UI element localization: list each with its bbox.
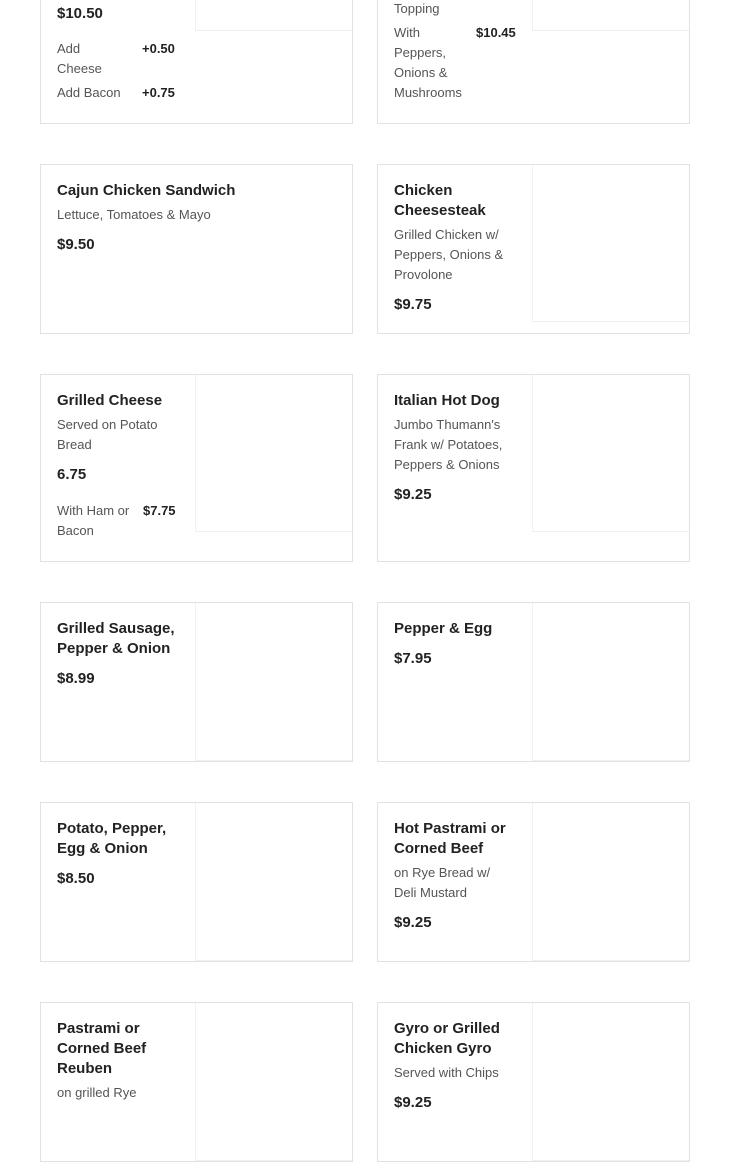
item-image — [195, 1003, 352, 1161]
item-info — [57, 391, 179, 485]
menu-item-card[interactable] — [40, 602, 353, 762]
item-name: Gyro or Grilled Chicken Gyro — [394, 1020, 500, 1057]
item-name: Chicken Cheesesteak — [394, 182, 486, 219]
item-info — [57, 181, 317, 255]
item-name: Hot Pastrami or Corned Beef — [394, 820, 506, 857]
item-image — [532, 375, 689, 532]
item-price: $8.99 — [57, 670, 95, 687]
addon-price: +0.75 — [142, 85, 175, 100]
addon-label: With Ham or Bacon — [57, 503, 130, 538]
item-info — [57, 819, 179, 889]
menu-item-card[interactable] — [40, 1002, 353, 1162]
item-image — [195, 0, 352, 31]
menu-item-card[interactable] — [377, 1002, 690, 1162]
menu-item-card[interactable] — [40, 802, 353, 962]
menu-item-card[interactable] — [40, 0, 353, 124]
menu-item-card[interactable] — [40, 374, 353, 562]
item-name: Italian Hot Dog — [394, 392, 500, 409]
menu-item-card[interactable] — [377, 802, 690, 962]
addon-price: +0.50 — [142, 41, 175, 56]
item-description: Lettuce, Tomatoes & Mayo — [57, 207, 211, 222]
item-price: 6.75 — [57, 466, 87, 483]
item-info — [394, 181, 516, 315]
item-price: $7.95 — [394, 650, 432, 667]
item-info — [394, 1019, 516, 1113]
item-name: Pepper & Egg — [394, 620, 493, 637]
variant-label: With Peppers, Onions & Mushrooms — [394, 25, 462, 100]
item-description: on Rye Bread w/ Deli Mustard — [394, 865, 491, 900]
item-description: Topping — [394, 1, 440, 16]
item-price: $9.75 — [394, 296, 432, 313]
item-name: Grilled Sausage, Pepper & Onion — [57, 620, 175, 657]
item-description: Served on Potato Bread — [57, 417, 158, 452]
item-image — [532, 603, 689, 761]
menu-item-card[interactable] — [377, 164, 690, 334]
item-image — [195, 375, 352, 532]
item-info — [394, 819, 516, 933]
item-name: Cajun Chicken Sandwich — [57, 182, 236, 199]
item-description: Grilled Chicken w/ Peppers, Onions & Provolone — [394, 227, 504, 282]
item-image — [195, 603, 352, 761]
variant-price: $10.45 — [476, 25, 516, 40]
item-name: Pastrami or Corned Beef Reuben — [57, 1020, 147, 1077]
menu-item-card[interactable] — [377, 0, 690, 124]
item-name: Potato, Pepper, Egg & Onion — [57, 820, 167, 857]
item-price: $9.25 — [394, 914, 432, 931]
item-price: $8.50 — [57, 870, 95, 887]
item-description: on grilled Rye — [57, 1085, 137, 1100]
addon-price: $7.75 — [143, 503, 176, 518]
item-image — [195, 803, 352, 961]
addon-label: Add Bacon — [57, 85, 121, 100]
item-info — [394, 391, 516, 505]
addon-label: Add Cheese — [57, 41, 102, 76]
menu-item-card[interactable] — [377, 602, 690, 762]
item-image — [532, 165, 689, 322]
item-name: Grilled Cheese — [57, 392, 163, 409]
item-price: $9.25 — [394, 1094, 432, 1111]
item-image — [532, 1003, 689, 1161]
item-info — [57, 619, 179, 689]
item-description: Jumbo Thumann's Frank w/ Potatoes, Peppers & Onions — [394, 417, 503, 472]
item-info — [57, 1019, 179, 1103]
item-description: Served with Chips — [394, 1065, 499, 1080]
menu-item-card[interactable] — [40, 164, 353, 334]
item-price: $9.25 — [394, 486, 432, 503]
item-image — [532, 0, 689, 31]
item-image — [532, 803, 689, 961]
item-info — [394, 619, 516, 669]
item-price: $9.50 — [57, 236, 95, 253]
menu-item-card[interactable] — [377, 374, 690, 562]
item-price: $10.50 — [57, 5, 103, 22]
